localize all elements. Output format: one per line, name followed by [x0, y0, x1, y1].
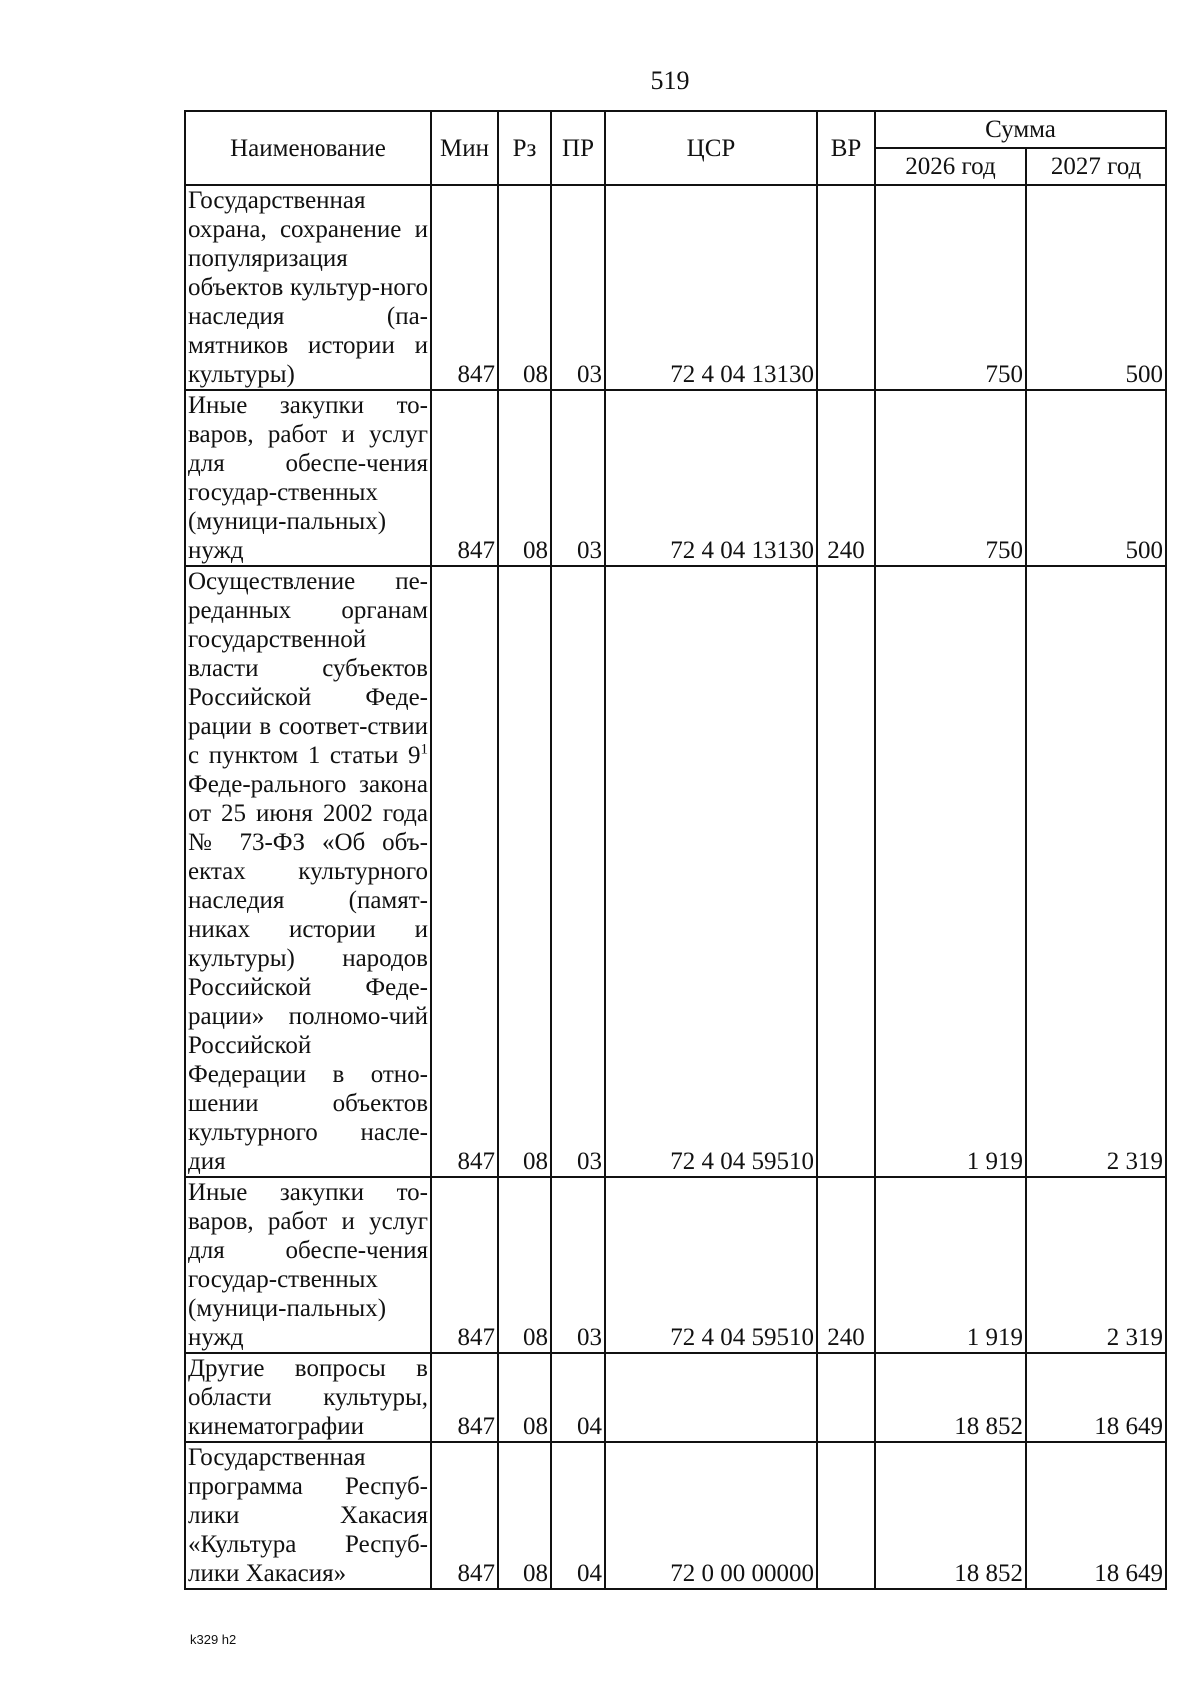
table-row	[185, 1177, 1166, 1353]
column-header-sum: Сумма	[875, 111, 1166, 148]
row-csr: 72 4 04 59510	[605, 566, 817, 1177]
column-header-pr: ПР	[551, 111, 605, 185]
row-pr: 03	[551, 566, 605, 1177]
row-vr: 240	[817, 390, 875, 566]
column-header-2027: 2027 год	[1026, 148, 1166, 185]
row-min: 847	[431, 1353, 498, 1442]
row-rz: 08	[498, 1442, 551, 1589]
column-header-name: Наименование	[185, 111, 431, 185]
row-rz: 08	[498, 1177, 551, 1353]
row-name: Иные закупки то-варов, работ и услуг для обеспе-чения государ-ственных (муници-пальных) нужд	[185, 390, 431, 566]
table-row	[185, 1353, 1166, 1442]
row-vr	[817, 185, 875, 390]
row-name: Другие вопросы в области культуры, кинематографии	[185, 1353, 431, 1442]
row-amount-2026: 1 919	[875, 566, 1026, 1177]
row-name-part: Осуществление пе-реданных органам государственной власти субъектов Российской Феде-рации в соответ-ствии с пунктом 1 статьи 9	[188, 568, 428, 769]
row-vr	[817, 566, 875, 1177]
row-csr	[605, 1353, 817, 1442]
budget-table	[184, 110, 1167, 1590]
row-csr: 72 4 04 13130	[605, 185, 817, 390]
row-amount-2027: 18 649	[1026, 1442, 1166, 1589]
row-min: 847	[431, 1442, 498, 1589]
row-vr: 240	[817, 1177, 875, 1353]
row-amount-2026: 1 919	[875, 1177, 1026, 1353]
table-row	[185, 185, 1166, 390]
page-number: 519	[650, 66, 690, 95]
row-pr: 04	[551, 1353, 605, 1442]
row-amount-2026: 18 852	[875, 1353, 1026, 1442]
column-header-min: Мин	[431, 111, 498, 185]
row-amount-2027: 2 319	[1026, 1177, 1166, 1353]
column-header-vr: ВР	[817, 111, 875, 185]
row-min: 847	[431, 390, 498, 566]
row-name: Государственная программа Респуб-лики Хакасия «Культура Респуб-лики Хакасия»	[185, 1442, 431, 1589]
row-csr: 72 4 04 59510	[605, 1177, 817, 1353]
row-pr: 03	[551, 185, 605, 390]
row-amount-2026: 750	[875, 185, 1026, 390]
row-amount-2027: 500	[1026, 390, 1166, 566]
row-rz: 08	[498, 185, 551, 390]
row-min: 847	[431, 566, 498, 1177]
row-amount-2027: 18 649	[1026, 1353, 1166, 1442]
row-amount-2027: 500	[1026, 185, 1166, 390]
column-header-csr: ЦСР	[605, 111, 817, 185]
row-pr: 03	[551, 390, 605, 566]
row-rz: 08	[498, 390, 551, 566]
row-csr: 72 0 00 00000	[605, 1442, 817, 1589]
row-csr: 72 4 04 13130	[605, 390, 817, 566]
row-vr	[817, 1353, 875, 1442]
row-pr: 03	[551, 1177, 605, 1353]
row-vr	[817, 1442, 875, 1589]
column-header-2026: 2026 год	[875, 148, 1026, 185]
row-min: 847	[431, 1177, 498, 1353]
table-row	[185, 390, 1166, 566]
row-name: Государственная охрана, сохранение и популяризация объектов культур-ного наследия (па-мятников истории и культуры)	[185, 185, 431, 390]
row-rz: 08	[498, 566, 551, 1177]
row-rz: 08	[498, 1353, 551, 1442]
table-row	[185, 1442, 1166, 1589]
header-row	[185, 111, 1166, 148]
table-row	[185, 566, 1166, 1177]
row-amount-2026: 18 852	[875, 1442, 1026, 1589]
row-pr: 04	[551, 1442, 605, 1589]
row-name-part: Феде-рального закона от 25 июня 2002 года № 73-ФЗ «Об объ-ектах культурного наследия (памят-никах истории и культуры) народов Российской Феде-рации» полномо-чий Российской Федерации в отно-шении объектов культурного насле-дия	[188, 771, 428, 1175]
row-min: 847	[431, 185, 498, 390]
row-amount-2027: 2 319	[1026, 566, 1166, 1177]
row-amount-2026: 750	[875, 390, 1026, 566]
footnote-superscript: 1	[420, 741, 428, 758]
footer-code: k329 h2	[190, 1632, 237, 1647]
row-name	[185, 566, 431, 1177]
row-name: Иные закупки то-варов, работ и услуг для обеспе-чения государ-ственных (муници-пальных) нужд	[185, 1177, 431, 1353]
column-header-rz: Рз	[498, 111, 551, 185]
